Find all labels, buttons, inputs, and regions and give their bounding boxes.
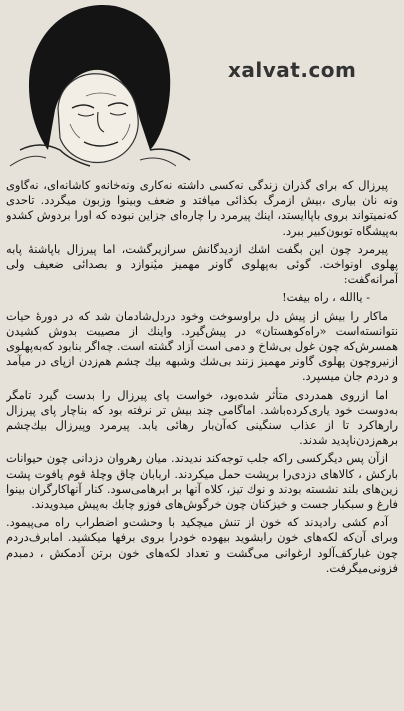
watermark: xalvat.com bbox=[228, 58, 357, 82]
paragraph: آدم‌ کشی رادیدند که خون از تنش میچکید با وحشت‌و اضطراب راه می‌پیمود. وبرای آن‌که لکه‌های خون رابشوید بیهوده خودرا بروی برفها میکشید. امابرف‌دردم چون غبارکف‌آلود ارغوانی می‌گشت و تعداد لکه‌های خون برتن آدمکش ، دمبدم فزونی‌میگرفت. bbox=[6, 515, 398, 575]
paragraph: پیرمرد چون این بگفت اشك ازدیدگانش سرازیرگشت، اما پیرزال باپاشنهٔ پابه پهلوی اونواخت. گوئی به‌پهلوی گاونر مهمیز میٔنوازد و بصدائی ضعیف ولی آمرانه‌گفت: bbox=[6, 241, 398, 287]
body-text bbox=[6, 178, 398, 707]
paragraph-quote: - یاالله ، راه بیفت! bbox=[282, 290, 370, 305]
portrait-illustration bbox=[0, 0, 220, 168]
paragraph: ازآن پس دیگرکسی راکه جلب توجه‌کند ندیدند. میان رهروان دزدانی چون حیوانات بارکش ، کالاهای دزدی‌را برپشت حمل میکردند. اربابان چاق وچلهٔ قوم یافوت پشت زین‌های بلند نشسته بودند و نوك تیز، کلاه آنها بر ابرهامی‌سود. کنار آنهاکارگران بینوا فارغ و سبکبار جست و خیزکنان چون خرگوش‌های فوزو چابك به‌پیش میدویدند. bbox=[6, 451, 398, 512]
paragraph: اما ازروی همدردی متأثر شده‌بود، خواست پای پیرزال را بدست گیرد تامگر به‌دوست خود یاری‌کرده‌باشد. اماگامی چند بیش تر نرفته بود که بناچار پای پیرزال رارهاکرد تا از عذاب سنگینی که‌آن‌بار رهائی یابد. پیرمرد وپیرزال بیك‌چشم برهم‌زدن‌ناپدید شدند. bbox=[6, 387, 398, 448]
paragraph: پیرزال که برای گذران زندگی نه‌کسی داشته نه‌کاری ونه‌خانه‌و کاشانه‌ای، نه‌گاوی ونه نان بیاری ،بیش ازمرگ بکذائی میافتد و ضعف وبینوا وزبون میگردد. تاحدی که‌نمیتواند بروی باپاایستد، اینك پیرمرد را چاره‌ای جزاین نبوده که اورا بردوش کشدو به‌پیشگاه توبون‌کبیر ببرد. bbox=[6, 178, 398, 238]
paragraph: ماکار را بیش از پیش دل براوسوخت وخود دردل‌شادمان شد که در دورهٔ حیات نتوانسته‌است «راه‌کوهستان» در پیش‌گیرد. واینك از مصیبت بدوش کشیدن همسرش‌که چون غول بی‌شاخ و دمی است آزاد گشته است. چه‌اگر بنابود که‌به‌پهلوی ازنیروچون پهلوی گاونر مهمیز زنند بی‌شك وشبهه بیك چشم هم‌زدن ازپای در میآمد و دردم جان میسپرد. bbox=[6, 308, 398, 384]
